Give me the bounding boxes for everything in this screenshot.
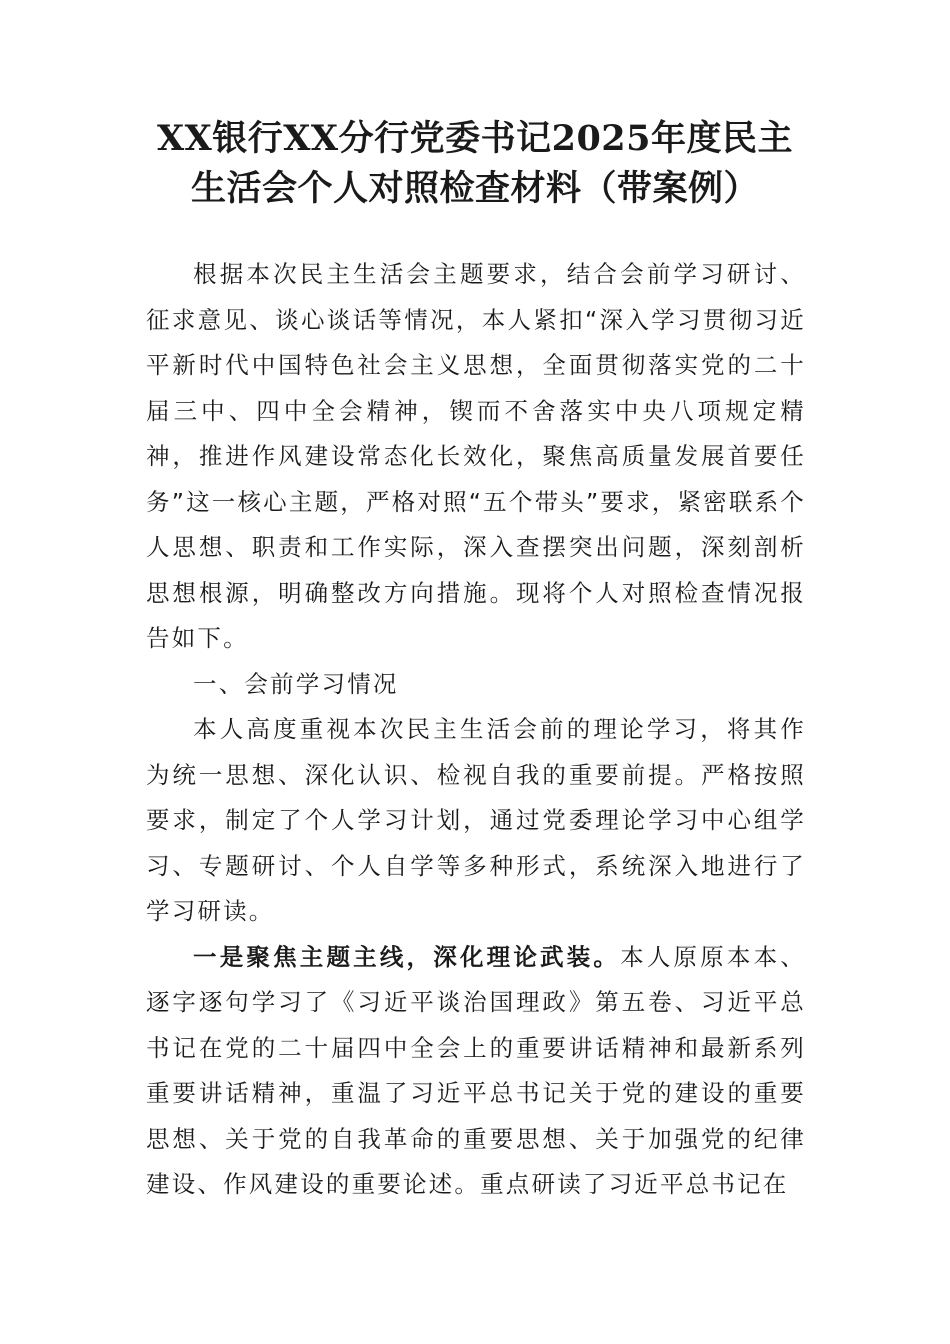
title-line-1: XX银行XX分行党委书记2025年度民主: [156, 118, 794, 159]
point-one-paragraph: [146, 935, 806, 1208]
paragraph-text: 本人原原本本、逐字逐句学习了《习近平谈治国理政》第五卷、习近平总书记在党的二十届四中全会上的重要讲话精神和最新系列重要讲话精神，重温了习近平总书记关于党的建设的重要思想、关于党的自我革命的重要思想、关于加强党的纪律建设、作风建设的重要论述。重点研读了习近平总书记在: [146, 942, 806, 1198]
paragraph-text: 根据本次民主生活会主题要求，结合会前学习研讨、征求意见、谈心谈话等情况，本人紧扣“深入学习贯彻习近平新时代中国特色社会主义思想，全面贯彻落实党的二十届三中、四中全会精神，锲而不舍落实中央八项规定精神，推进作风建设常态化长效化，聚焦高质量发展首要任务”这一核心主题，严格对照“五个带头”要求，紧密联系个人思想、职责和工作实际，深入查摆突出问题，深刻剖析思想根源，明确整改方向措施。现将个人对照检查情况报告如下。: [146, 260, 806, 652]
section-heading-text: 一、会前学习情况: [193, 669, 399, 698]
study-paragraph: [146, 707, 806, 935]
paragraph-text: 本人高度重视本次民主生活会前的理论学习，将其作为统一思想、深化认识、检视自我的重要前提。严格按照要求，制定了个人学习计划，通过党委理论学习中心组学习、专题研讨、个人自学等多种形式，系统深入地进行了学习研读。: [146, 715, 806, 925]
section-heading: [146, 662, 806, 708]
point-one-lead: 一是聚焦主题主线，深化理论武装。: [193, 942, 621, 971]
intro-paragraph: [146, 252, 806, 662]
document-body: [146, 252, 806, 1208]
title-line-2: 生活会个人对照检查材料（带案例）: [190, 168, 759, 209]
document-title: [120, 114, 830, 214]
